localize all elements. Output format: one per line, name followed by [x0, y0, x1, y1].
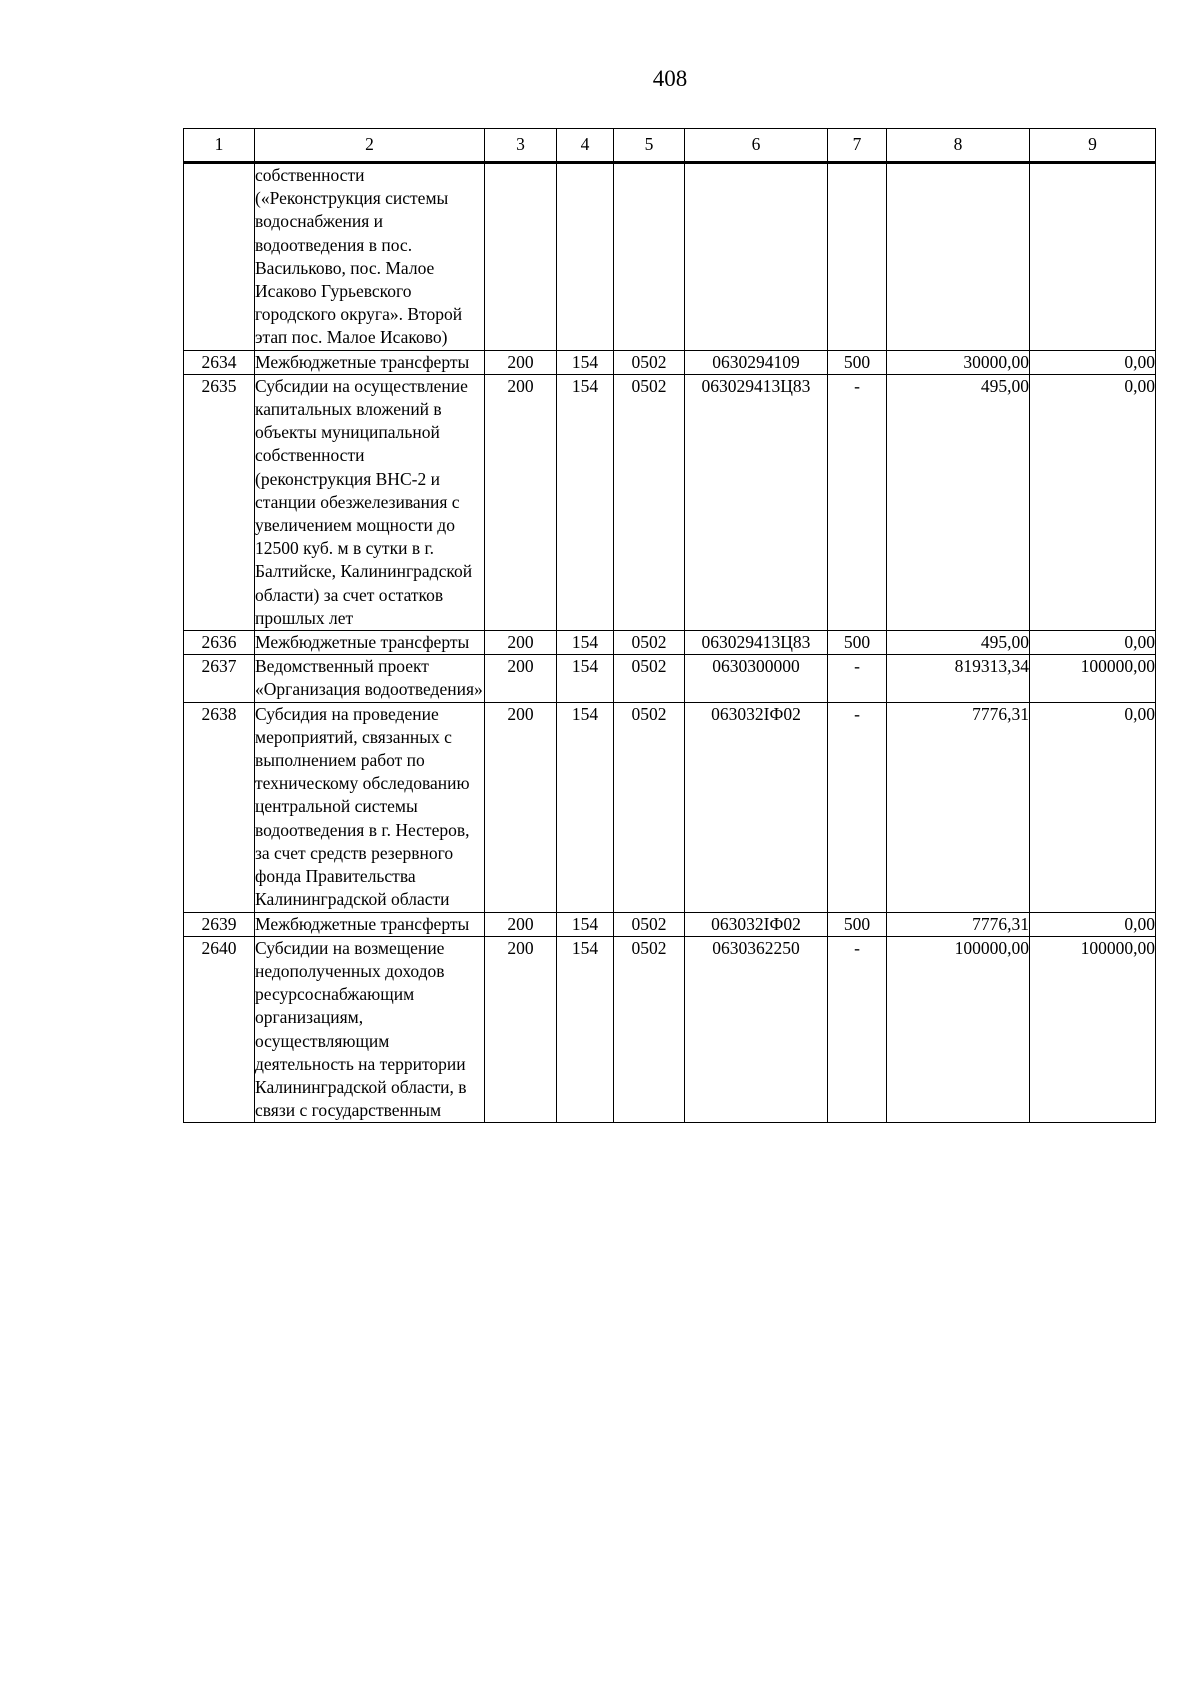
row-name-cell: Субсидия на проведение мероприятий, связанных с выполнением работ по техническому обследованию центральной системы водоотведения в г. Нестеров, за счет средств резервного фонда Правительства Калининградской области: [255, 702, 485, 912]
col6-cell: 063032IФ02: [685, 702, 828, 912]
header-cell: 2: [255, 129, 485, 163]
row-name-cell: Межбюджетные трансферты: [255, 350, 485, 374]
row-number-cell: [184, 163, 255, 351]
col6-cell: 063029413Ц83: [685, 631, 828, 655]
col6-cell: 063032IФ02: [685, 912, 828, 936]
table-row-continuation: [184, 163, 1156, 351]
col5-cell: 0502: [614, 374, 685, 630]
col4-cell: 154: [557, 631, 614, 655]
row-name-cell: Субсидии на осуществление капитальных вложений в объекты муниципальной собственности (реконструкция ВНС-2 и станции обезжелезивания с увеличением мощности до 12500 куб. м в сутки в г. Балтийске, Калининградской области) за счет остатков прошлых лет: [255, 374, 485, 630]
header-cell: 1: [184, 129, 255, 163]
col8-cell: 495,00: [887, 374, 1030, 630]
col6-cell: 0630294109: [685, 350, 828, 374]
col4-cell: 154: [557, 374, 614, 630]
row-number-cell: 2635: [184, 374, 255, 630]
row-name-cell: Субсидии на возмещение недополученных доходов ресурсоснабжающим организациям, осуществляющим деятельность на территории Калининградской области, в связи с государственным: [255, 936, 485, 1123]
col7-cell: -: [828, 936, 887, 1123]
col9-cell: 100000,00: [1030, 655, 1156, 702]
col7-cell: 500: [828, 350, 887, 374]
header-cell: 6: [685, 129, 828, 163]
col3-cell: 200: [485, 912, 557, 936]
empty-cell: [685, 163, 828, 351]
row-number-cell: 2639: [184, 912, 255, 936]
col5-cell: 0502: [614, 655, 685, 702]
header-cell: 8: [887, 129, 1030, 163]
row-number-cell: 2634: [184, 350, 255, 374]
col6-cell: 063029413Ц83: [685, 374, 828, 630]
col5-cell: 0502: [614, 936, 685, 1123]
col3-cell: 200: [485, 631, 557, 655]
col6-cell: 0630362250: [685, 936, 828, 1123]
row-number-cell: 2638: [184, 702, 255, 912]
col4-cell: 154: [557, 350, 614, 374]
empty-cell: [557, 163, 614, 351]
col9-cell: 100000,00: [1030, 936, 1156, 1123]
empty-cell: [1030, 163, 1156, 351]
col3-cell: 200: [485, 655, 557, 702]
col3-cell: 200: [485, 936, 557, 1123]
col8-cell: 7776,31: [887, 912, 1030, 936]
col7-cell: 500: [828, 631, 887, 655]
col5-cell: 0502: [614, 350, 685, 374]
col3-cell: 200: [485, 702, 557, 912]
header-cell: 3: [485, 129, 557, 163]
col9-cell: 0,00: [1030, 631, 1156, 655]
header-cell: 9: [1030, 129, 1156, 163]
col7-cell: -: [828, 374, 887, 630]
table-row: [184, 350, 1156, 374]
budget-table: [183, 128, 1156, 1123]
col4-cell: 154: [557, 655, 614, 702]
row-number-cell: 2636: [184, 631, 255, 655]
row-name-cell: собственности («Реконструкция системы водоснабжения и водоотведения в пос. Васильково, пос. Малое Исаково Гурьевского городского округа». Второй этап пос. Малое Исаково): [255, 163, 485, 351]
col8-cell: 30000,00: [887, 350, 1030, 374]
col9-cell: 0,00: [1030, 350, 1156, 374]
table-row: [184, 655, 1156, 702]
empty-cell: [887, 163, 1030, 351]
col8-cell: 7776,31: [887, 702, 1030, 912]
empty-cell: [485, 163, 557, 351]
col7-cell: 500: [828, 912, 887, 936]
col3-cell: 200: [485, 350, 557, 374]
col8-cell: 819313,34: [887, 655, 1030, 702]
header-cell: 5: [614, 129, 685, 163]
table-row: [184, 631, 1156, 655]
header-cell: 4: [557, 129, 614, 163]
table-row: [184, 374, 1156, 630]
col9-cell: 0,00: [1030, 702, 1156, 912]
header-cell: 7: [828, 129, 887, 163]
empty-cell: [828, 163, 887, 351]
col6-cell: 0630300000: [685, 655, 828, 702]
row-name-cell: Межбюджетные трансферты: [255, 912, 485, 936]
col5-cell: 0502: [614, 702, 685, 912]
empty-cell: [614, 163, 685, 351]
col9-cell: 0,00: [1030, 374, 1156, 630]
row-name-cell: Ведомственный проект «Организация водоотведения»: [255, 655, 485, 702]
table-row: [184, 702, 1156, 912]
col7-cell: -: [828, 655, 887, 702]
table-row: [184, 912, 1156, 936]
row-number-cell: 2640: [184, 936, 255, 1123]
table-row: [184, 936, 1156, 1123]
col7-cell: -: [828, 702, 887, 912]
col5-cell: 0502: [614, 631, 685, 655]
page-number: 408: [652, 66, 688, 91]
col8-cell: 495,00: [887, 631, 1030, 655]
col4-cell: 154: [557, 702, 614, 912]
row-number-cell: 2637: [184, 655, 255, 702]
row-name-cell: Межбюджетные трансферты: [255, 631, 485, 655]
col8-cell: 100000,00: [887, 936, 1030, 1123]
col3-cell: 200: [485, 374, 557, 630]
col4-cell: 154: [557, 936, 614, 1123]
col9-cell: 0,00: [1030, 912, 1156, 936]
col4-cell: 154: [557, 912, 614, 936]
header-row: [184, 129, 1156, 163]
col5-cell: 0502: [614, 912, 685, 936]
